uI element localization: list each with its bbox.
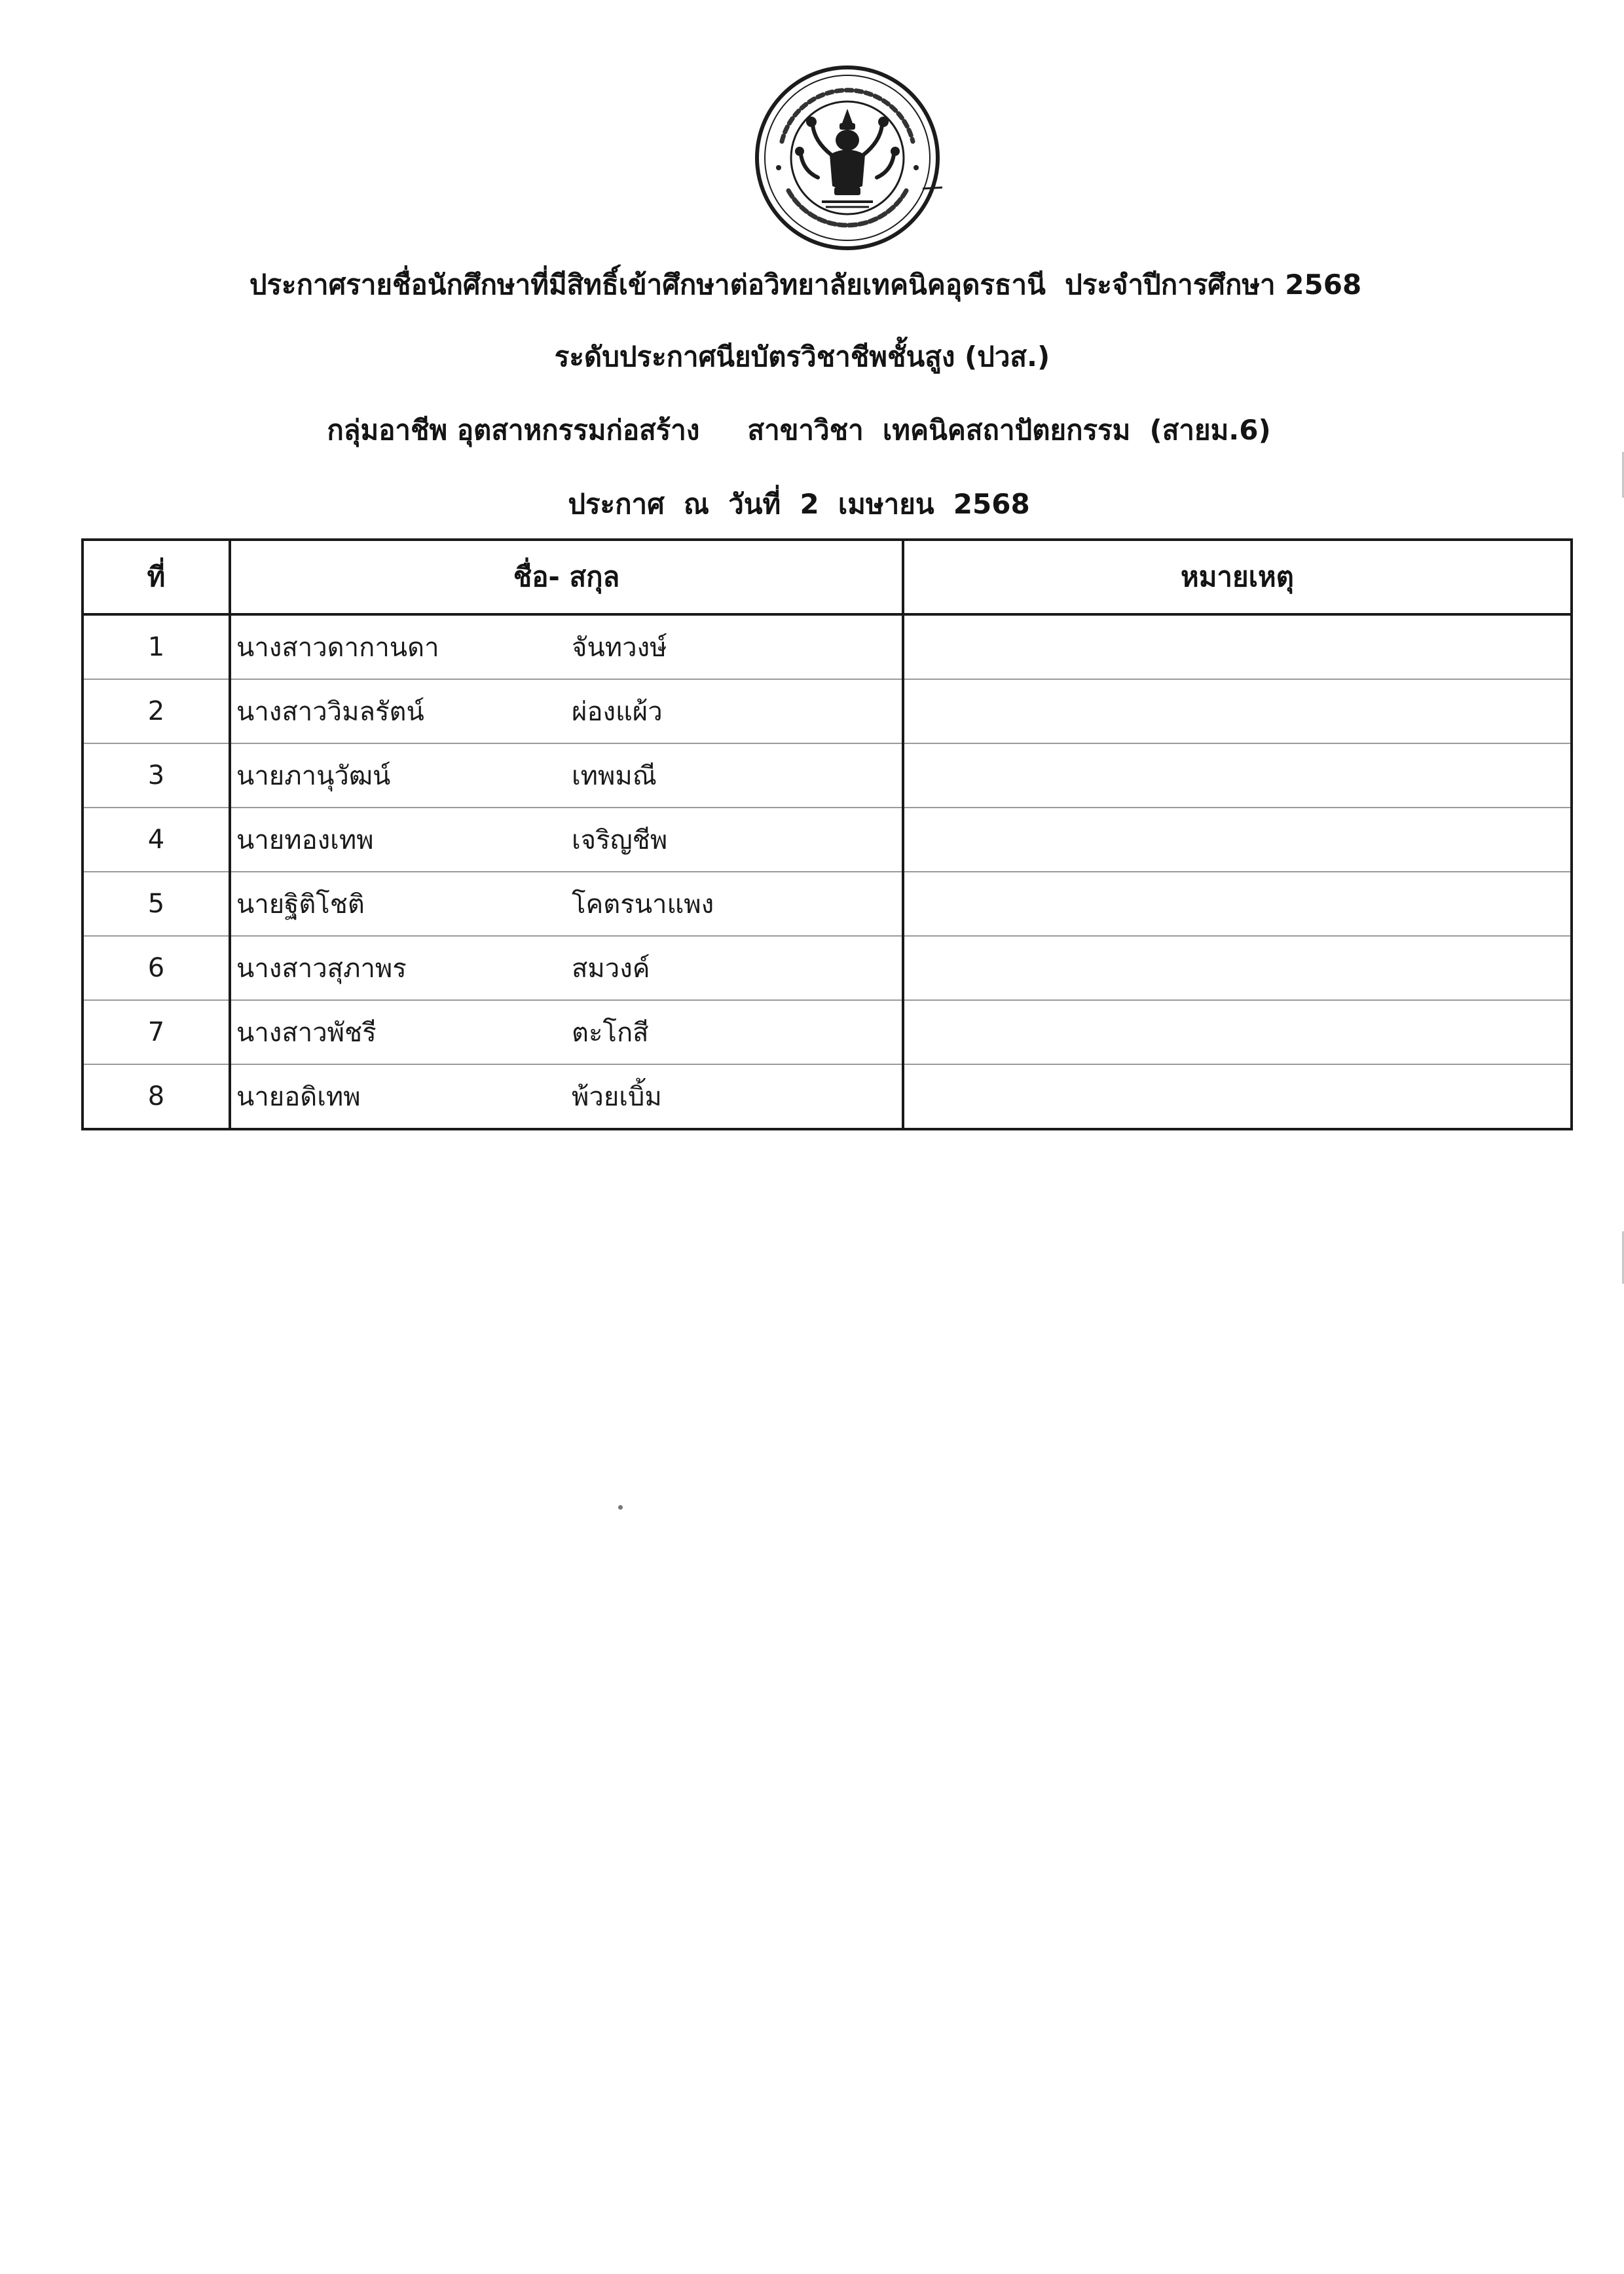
row-number: 2 <box>83 679 230 743</box>
first-name: นางสาววิมลรัตน์ <box>236 697 424 727</box>
scan-speck <box>618 1505 623 1510</box>
last-name: เจริญชีพ <box>572 825 668 855</box>
header-name: ชื่อ- สกุล <box>230 540 903 614</box>
row-number: 6 <box>83 936 230 1000</box>
row-number: 7 <box>83 1000 230 1064</box>
last-name: จันทวงษ์ <box>572 633 667 663</box>
table-row <box>83 679 1572 743</box>
first-name: นายฐิติโชติ <box>236 889 365 920</box>
last-name: สมวงค์ <box>572 954 650 984</box>
row-number: 8 <box>83 1064 230 1129</box>
table-row <box>83 1064 1572 1129</box>
last-name: เทพมณี <box>572 761 657 791</box>
row-number: 5 <box>83 872 230 936</box>
last-name: พ้วยเบิ้ม <box>572 1082 662 1112</box>
note-cell <box>903 1064 1572 1129</box>
program-line: กลุ่มอาชีพ อุตสาหกรรมก่อสร้าง สาขาวิชา เทคนิคสถาปัตยกรรม (สายม.6) <box>327 414 1271 446</box>
announcement-date: ประกาศ ณ วันที่ 2 เมษายน 2568 <box>568 488 1030 520</box>
note-cell <box>903 743 1572 808</box>
note-cell <box>903 614 1572 679</box>
row-number: 4 <box>83 808 230 872</box>
student-name <box>230 679 903 743</box>
note-cell <box>903 679 1572 743</box>
student-name <box>230 936 903 1000</box>
note-cell <box>903 808 1572 872</box>
table-header-row <box>83 540 1572 614</box>
student-name <box>230 808 903 872</box>
student-name <box>230 743 903 808</box>
student-name <box>230 1000 903 1064</box>
table-row <box>83 743 1572 808</box>
table-row <box>83 808 1572 872</box>
first-name: นายภานุวัฒน์ <box>236 761 391 791</box>
last-name: ตะโกสี <box>572 1018 649 1048</box>
note-cell <box>903 936 1572 1000</box>
first-name: นางสาวดากานดา <box>236 633 439 663</box>
row-number: 3 <box>83 743 230 808</box>
first-name: นายอดิเทพ <box>236 1082 361 1112</box>
education-level: ระดับประกาศนียบัตรวิชาชีพชั้นสูง (ปวส.) <box>554 341 1050 373</box>
last-name: โคตรนาแพง <box>572 889 714 920</box>
first-name: นางสาวสุภาพร <box>236 954 407 984</box>
note-cell <box>903 1000 1572 1064</box>
row-number: 1 <box>83 614 230 679</box>
student-name <box>230 614 903 679</box>
last-name: ผ่องแผ้ว <box>572 697 663 727</box>
announcement-title: ประกาศรายชื่อนักศึกษาที่มีสิทธิ์เข้าศึกษาต่อวิทยาลัยเทคนิคอุดรธานี ประจำปีการศึกษา 2568 <box>249 269 1362 301</box>
header-number: ที่ <box>83 540 230 614</box>
table-row <box>83 614 1572 679</box>
student-name <box>230 872 903 936</box>
first-name: นายทองเทพ <box>236 825 374 855</box>
header-note: หมายเหตุ <box>903 540 1572 614</box>
student-name <box>230 1064 903 1129</box>
college-seal-icon <box>752 63 942 253</box>
first-name: นางสาวพัชรี <box>236 1018 377 1048</box>
table-row <box>83 936 1572 1000</box>
table-row <box>83 872 1572 936</box>
table-row <box>83 1000 1572 1064</box>
student-roster-table <box>81 538 1573 1130</box>
note-cell <box>903 872 1572 936</box>
